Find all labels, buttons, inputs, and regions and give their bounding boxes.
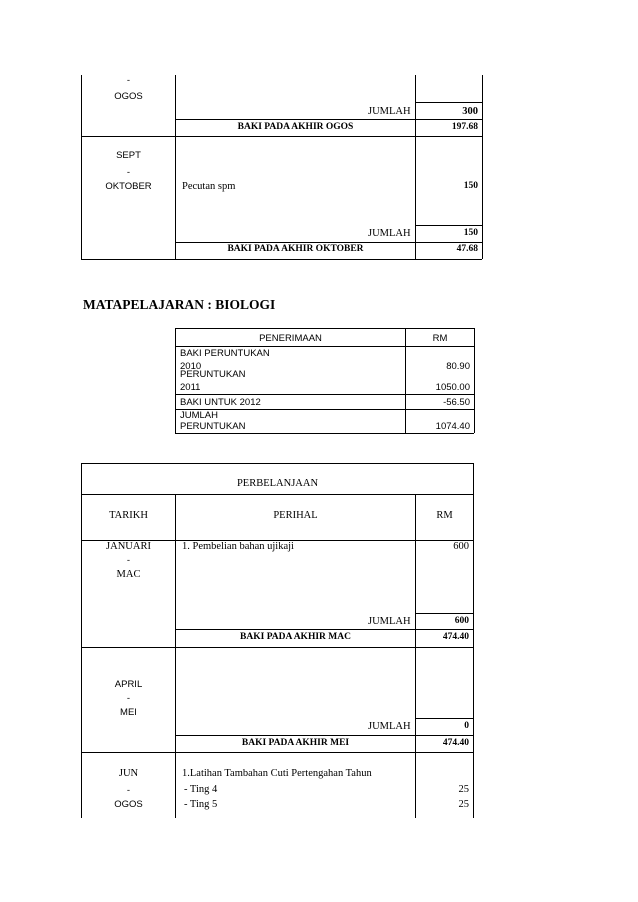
jumlah-value: 300 [462, 106, 478, 117]
subitem-value: 25 [458, 799, 469, 810]
row-label-line1: BAKI PERUNTUKAN [180, 348, 270, 359]
table-border [81, 752, 473, 753]
subitem-label: - Ting 5 [184, 799, 218, 810]
period-start: JANUARI [106, 541, 151, 552]
table-border [415, 613, 473, 614]
period-end: OGOS [114, 91, 143, 102]
page-title: MATAPELAJARAN : BIOLOGI [83, 297, 276, 312]
baki-value: 47.68 [456, 244, 478, 254]
row-value: 80.90 [446, 361, 470, 372]
baki-label: BAKI PADA AKHIR MEI [241, 738, 350, 748]
jumlah-label: JUMLAH [368, 616, 411, 627]
jumlah-label: JUMLAH [368, 228, 411, 239]
table-border [175, 409, 474, 410]
row-label-line2: 2010 [180, 361, 202, 372]
period-start: JUN [118, 768, 139, 779]
period-dash: - [126, 555, 131, 566]
table-border [81, 494, 473, 495]
table-border [175, 75, 176, 259]
row-value: -56.50 [443, 397, 470, 408]
period-end: OGOS [114, 799, 143, 810]
table-border [474, 328, 475, 433]
col-header-tarikh: TARIKH [109, 510, 148, 521]
rm-header: RM [432, 333, 448, 344]
baki-label: BAKI PADA AKHIR MAC [240, 632, 351, 642]
table-border [175, 629, 473, 630]
period-end: OKTOBER [105, 181, 152, 192]
item-description: Pecutan spm [182, 181, 236, 192]
baki-value: 197.68 [451, 122, 478, 132]
row-label-line1: JUMLAH [180, 410, 219, 421]
item-value: 600 [453, 541, 469, 552]
period-dash: - [126, 75, 131, 86]
period-start: SEPT [116, 150, 141, 161]
period-dash: - [126, 167, 131, 178]
table-border [81, 463, 473, 464]
table-border [175, 119, 482, 120]
jumlah-value: 0 [464, 721, 469, 731]
row-label-line1: BAKI UNTUK 2012 [180, 397, 261, 408]
jumlah-value: 150 [463, 228, 478, 238]
table-border [175, 735, 473, 736]
period-dash: - [126, 785, 131, 796]
table-border [81, 647, 473, 648]
table-border [473, 463, 474, 818]
table-border [81, 136, 175, 137]
item-description: 1.Latihan Tambahan Cuti Pertengahan Tahun [182, 768, 372, 779]
subitem-label: - Ting 4 [184, 784, 218, 795]
row-value: 1050.00 [435, 382, 470, 393]
row-value: 1074.40 [435, 421, 470, 432]
jumlah-label: JUMLAH [368, 106, 411, 117]
subitem-value: 25 [458, 784, 469, 795]
row-label-line2: PERUNTUKAN [180, 421, 246, 432]
period-end: MAC [116, 569, 141, 580]
period-dash: - [126, 693, 131, 704]
table-border [175, 494, 176, 818]
table-border [415, 718, 473, 719]
table-border [482, 75, 483, 259]
table-border [415, 225, 482, 226]
jumlah-label: JUMLAH [368, 721, 411, 732]
col-header-perihal: PERIHAL [273, 510, 318, 521]
jumlah-value: 600 [454, 616, 469, 626]
col-header-rm: RM [436, 510, 453, 521]
table-border [81, 259, 482, 260]
table-title: PERBELANJAAN [236, 478, 319, 489]
baki-value: 474.40 [442, 632, 469, 642]
table-border [175, 394, 474, 395]
period-end: MEI [120, 707, 137, 718]
item-description: 1. Pembelian bahan ujikaji [182, 541, 294, 552]
baki-label: BAKI PADA AKHIR OGOS [237, 122, 354, 132]
baki-value: 474.40 [442, 738, 469, 748]
table-border [175, 136, 482, 137]
table-border [175, 328, 474, 329]
period-start: APRIL [114, 679, 143, 690]
baki-label: BAKI PADA AKHIR OKTOBER [227, 244, 364, 254]
item-value: 150 [463, 181, 478, 191]
table-border [175, 242, 482, 243]
table-border [175, 346, 474, 347]
row-label-line2: 2011 [180, 382, 201, 393]
row-label-line1: PERUNTUKAN [180, 369, 246, 380]
penerimaan-header: PENERIMAAN [259, 333, 322, 344]
table-border [415, 102, 482, 103]
table-border [175, 433, 474, 434]
